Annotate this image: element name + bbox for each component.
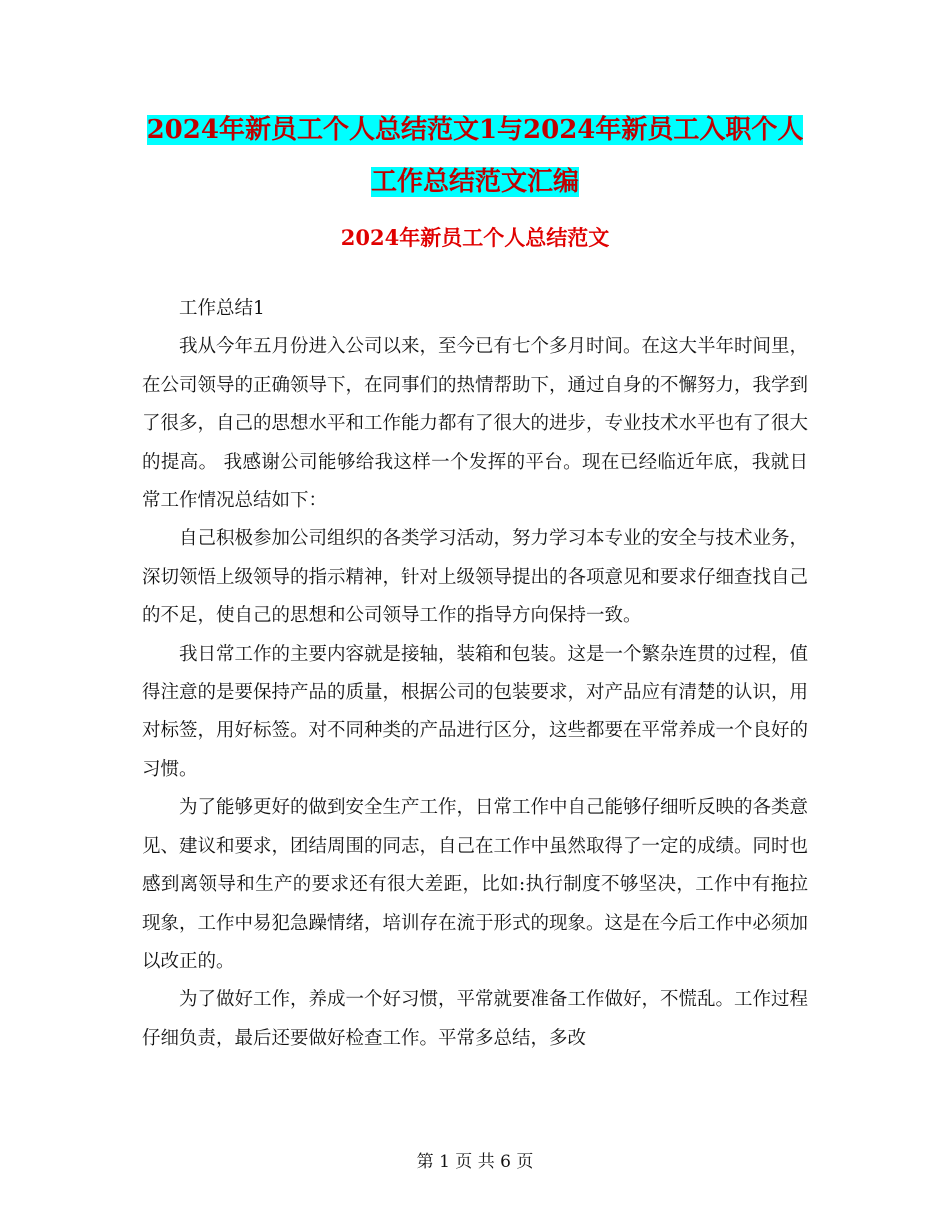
- page-number-footer: 第 1 页 共 6 页: [416, 1152, 534, 1172]
- paragraph: 我日常工作的主要内容就是接轴，装箱和包装。这是一个繁杂连贯的过程，值得注意的是要保持产品的质量，根据公司的包装要求，对产品应有清楚的认识，用对标签，用好标签。对不同种类的产品进行区分，这些都要在平常养成一个良好的习惯。: [142, 643, 809, 780]
- section-heading: 2024年新员工个人总结范文: [340, 225, 610, 250]
- paragraph: 为了能够更好的做到安全生产工作，日常工作中自己能够仔细听反映的各类意见、建议和要求，团结周围的同志，自己在工作中虽然取得了一定的成绩。同时也感到离领导和生产的要求还有很大差距，比如:执行制度不够坚决，工作中有拖拉现象，工作中易犯急躁情绪，培训存在流于形式的现象。这是在今后工作中必须加以改正的。: [142, 797, 809, 972]
- paragraph: 为了做好工作，养成一个好习惯，平常就要准备工作做好，不慌乱。工作过程仔细负责，最后还要做好检查工作。平常多总结，多改: [142, 989, 809, 1049]
- document-body: [142, 290, 808, 1058]
- document-title-text: 2024年新员工个人总结范文1与2024年新员工入职个人工作总结范文汇编: [146, 115, 804, 197]
- paragraph-heading: 工作总结1: [179, 298, 265, 319]
- paragraph: 自己积极参加公司组织的各类学习活动，努力学习本专业的安全与技术业务，深切领悟上级领导的指示精神，针对上级领导提出的各项意见和要求仔细查找自己的不足，使自己的思想和公司领导工作的指导方向保持一致。: [142, 528, 809, 627]
- document-title: [140, 104, 810, 208]
- paragraph: 我从今年五月份进入公司以来，至今已有七个多月时间。在这大半年时间里，在公司领导的正确领导下，在同事们的热情帮助下，通过自身的不懈努力，我学到了很多，自己的思想水平和工作能力都有了很大的进步，专业技术水平也有了很大的提高。 我感谢公司能够给我这样一个发挥的平台。现在已经临近年底，我就日常工作情况总结如下：: [142, 336, 809, 512]
